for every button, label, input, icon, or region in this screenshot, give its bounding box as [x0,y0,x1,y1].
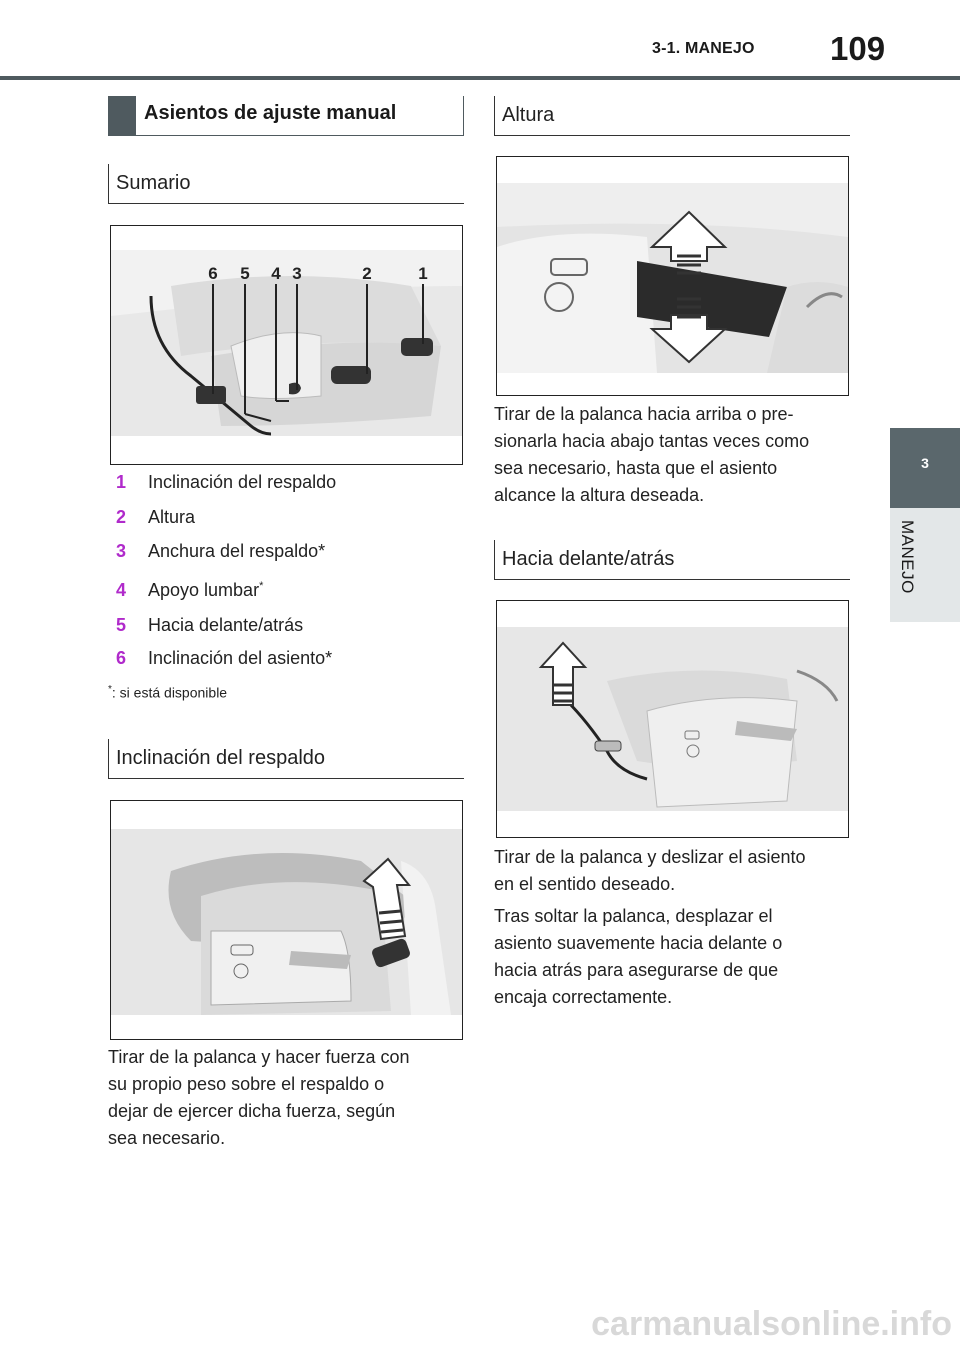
main-heading [108,96,464,136]
list-item-label: Apoyo lumbar* [148,580,264,600]
footnote-mark: * [108,684,112,695]
figure-backrest-recline [110,800,463,1040]
list-item [116,615,456,642]
header-rule [0,76,960,80]
list-item-label: Inclinación del respaldo [148,472,337,492]
list-item-label: Hacia delante/atrás [148,615,304,635]
seat-overview-illustration [111,226,462,464]
fore-aft-illustration [497,601,848,837]
chapter-label: MANEJO [898,520,917,594]
list-item-number: 3 [116,541,127,561]
figure-height-lever [496,156,849,396]
list-item [116,541,456,568]
altura-paragraph: Tirar de la palanca hacia arriba o pre- sionarla hacia abajo tantas veces como sea necesario, hasta que el asiento alcance la altura deseada. [494,404,810,505]
list-item [116,580,456,607]
inclinacion-paragraph: Tirar de la palanca y hacer fuerza con su propio peso sobre el respaldo o dejar de ejercer dicha fuerza, según sea necesario. [108,1047,410,1148]
subheading-sumario-text: Sumario [116,172,191,194]
hacia-paragraph-2: Tras soltar la palanca, desplazar el asiento suavemente hacia delante o hacia atrás para asegurarse de que encaja correctamente. [494,906,783,1007]
subheading-inclinacion-text: Inclinación del respaldo [116,747,326,769]
figure-seat-overview [110,225,463,465]
list-item-number: 2 [116,507,127,527]
callout-4: 4 [271,264,281,283]
callout-3: 3 [292,264,302,283]
callout-6: 6 [208,264,218,283]
backrest-illustration [111,801,462,1039]
subheading-hacia [494,540,850,580]
list-item-label: Anchura del respaldo* [148,541,326,561]
footnote-text: : si está disponible [111,684,228,701]
list-item-number: 4 [116,580,127,600]
hacia-paragraph-1: Tirar de la palanca y deslizar el asiento en el sentido deseado. [494,847,806,894]
footnote [108,684,227,701]
list-item [116,472,456,499]
watermark: carmanualsonline.info [591,1305,952,1343]
section-reference: 3-1. MANEJO [652,40,755,57]
subheading-altura [494,96,850,136]
height-illustration [497,157,848,395]
list-item-number: 6 [116,648,127,668]
chapter-tab[interactable] [890,428,960,508]
figure-fore-aft-lever [496,600,849,838]
subheading-hacia-text: Hacia delante/atrás [502,548,675,570]
subheading-inclinacion [108,739,464,779]
subheading-altura-text: Altura [502,104,555,126]
list-item-label: Inclinación del asiento* [148,648,333,668]
list-item-label: Altura [148,507,196,527]
list-item-number: 1 [116,472,127,492]
callout-2: 2 [362,264,372,283]
main-heading-text: Asientos de ajuste manual [144,102,397,124]
asterisk-superscript: * [259,580,264,592]
page-number: 109 [830,30,886,67]
callout-1: 1 [418,264,428,283]
list-item [116,507,456,534]
list-item-number: 5 [116,615,127,635]
subheading-sumario [108,164,464,204]
chapter-number: 3 [921,455,929,471]
list-item [116,648,456,675]
callout-5: 5 [240,264,250,283]
